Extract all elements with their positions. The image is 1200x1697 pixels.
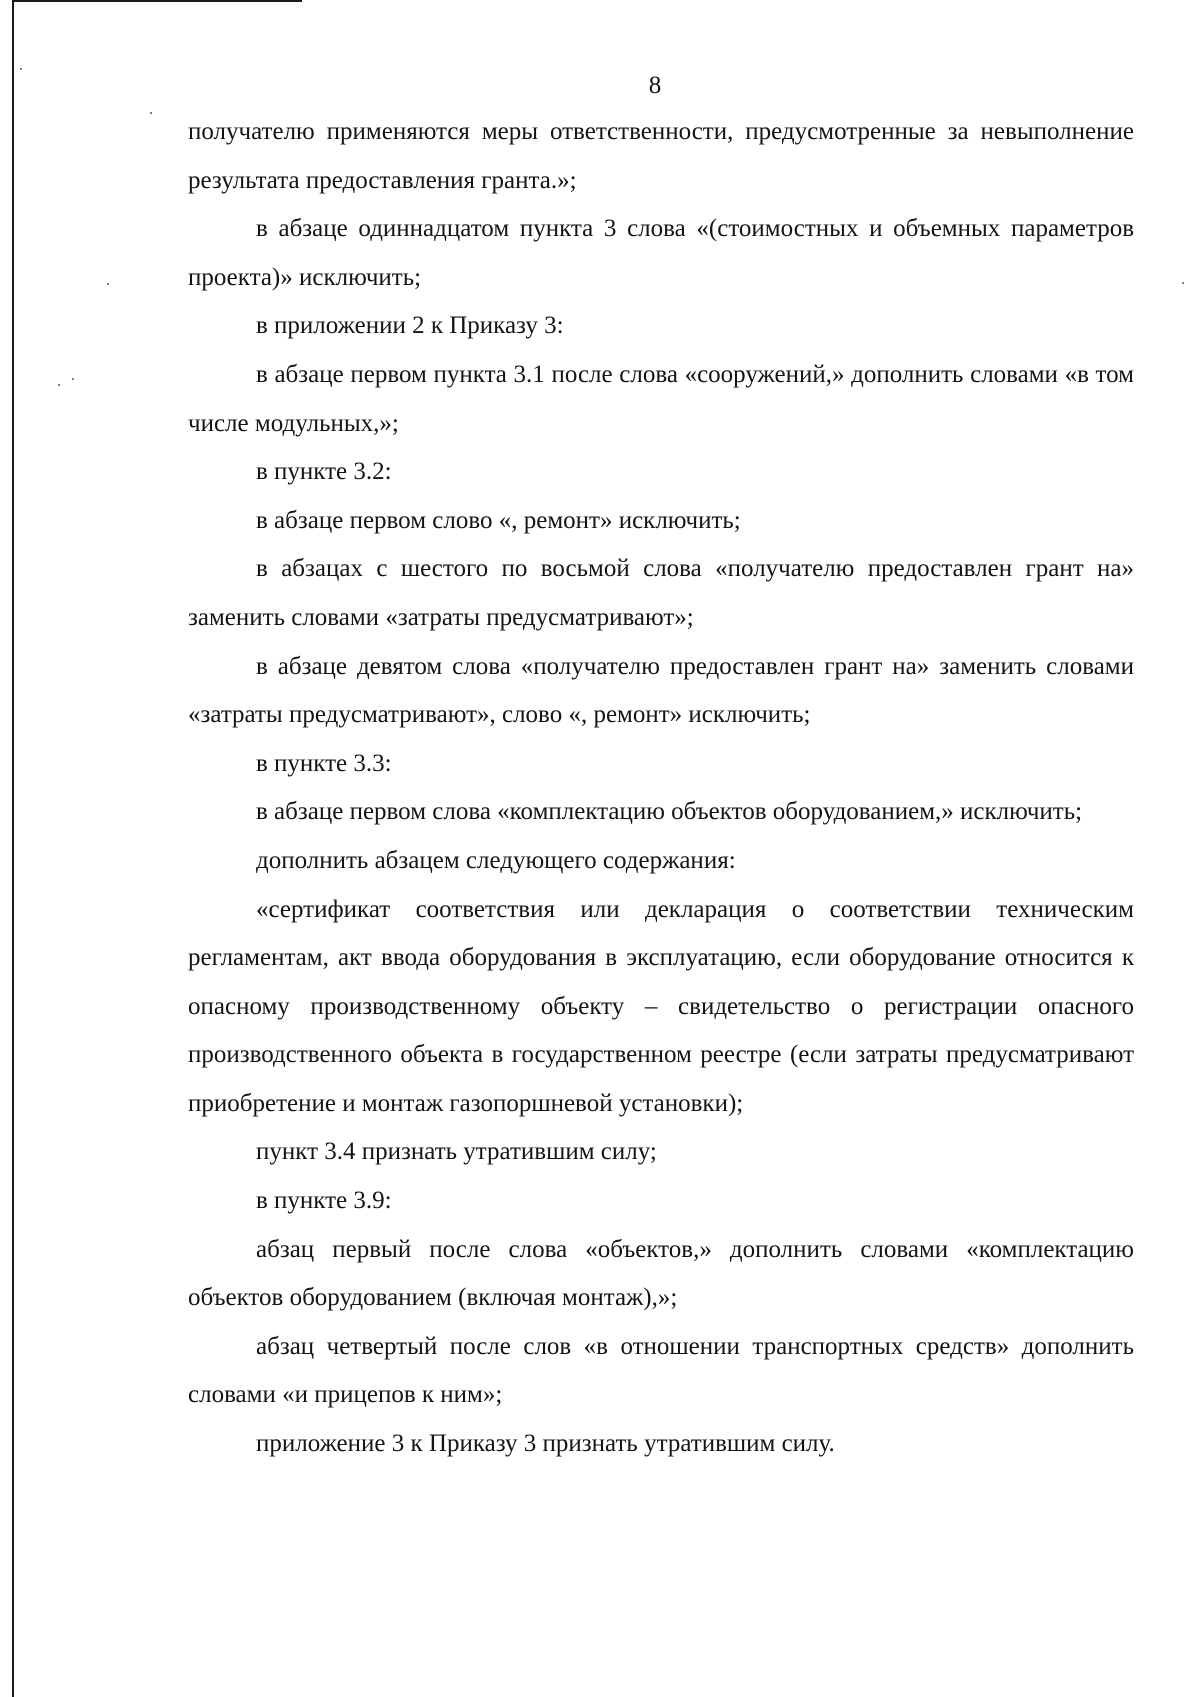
scan-edge-top bbox=[12, 0, 302, 2]
paragraph: в абзаце первом слово «, ремонт» исключить; bbox=[256, 506, 741, 534]
paragraph: в абзаце одиннадцатом пункта 3 слова «(стоимостных и объемных параметров проекта)» исключить; bbox=[188, 215, 1134, 291]
paragraph: в пункте 3.3: bbox=[256, 749, 392, 777]
paragraph: «сертификат соответствия или декларация о соответствии техническим регламентам, акт ввода оборудования в эксплуатацию, если оборудование относится к опасному производственному объекту – свидетельство о регистрации опасного производственного объекта в государственном реестре (если затраты предусматривают приобретение и монтаж газопоршневой установки); bbox=[188, 895, 1134, 1117]
scan-speck bbox=[58, 384, 60, 386]
scan-edge-left bbox=[12, 0, 14, 1697]
paragraph: абзац первый после слова «объектов,» дополнить словами «комплектацию объектов оборудованием (включая монтаж),»; bbox=[188, 1235, 1134, 1312]
paragraph: абзац четвертый после слов «в отношении транспортных средств» дополнить словами «и прицепов к ним»; bbox=[188, 1332, 1134, 1409]
scan-speck bbox=[107, 283, 109, 285]
paragraph: в абзацах с шестого по восьмой слова «получателю предоставлен грант на» заменить словами «затраты предусматривают»; bbox=[188, 555, 1134, 631]
paragraph: в приложении 2 к Приказу 3: bbox=[256, 312, 564, 340]
paragraph: приложение 3 к Приказу 3 признать утратившим силу. bbox=[256, 1430, 835, 1458]
scan-speck bbox=[20, 68, 22, 70]
page-number: 8 bbox=[648, 72, 662, 99]
paragraph: в абзаце первом пункта 3.1 после слова «сооружений,» дополнить словами «в том числе модульных,»; bbox=[188, 360, 1134, 437]
paragraph: получателю применяются меры ответственности, предусмотренные за невыполнение результата предоставления гранта.»; bbox=[188, 118, 1134, 194]
paragraph: в абзаце девятом слова «получателю предоставлен грант на» заменить словами «затраты предусматривают», слово «, ремонт» исключить; bbox=[188, 652, 1134, 729]
scan-speck bbox=[150, 112, 152, 114]
paragraph: дополнить абзацем следующего содержания: bbox=[256, 846, 736, 874]
paragraph: в абзаце первом слова «комплектацию объектов оборудованием,» исключить; bbox=[256, 798, 1083, 826]
scan-speck bbox=[1182, 282, 1184, 284]
paragraph: пункт 3.4 признать утратившим силу; bbox=[256, 1138, 657, 1166]
document-body bbox=[188, 108, 1134, 1469]
paragraph: в пункте 3.9: bbox=[256, 1187, 392, 1215]
scan-speck bbox=[72, 378, 74, 380]
paragraph: в пункте 3.2: bbox=[256, 458, 392, 486]
